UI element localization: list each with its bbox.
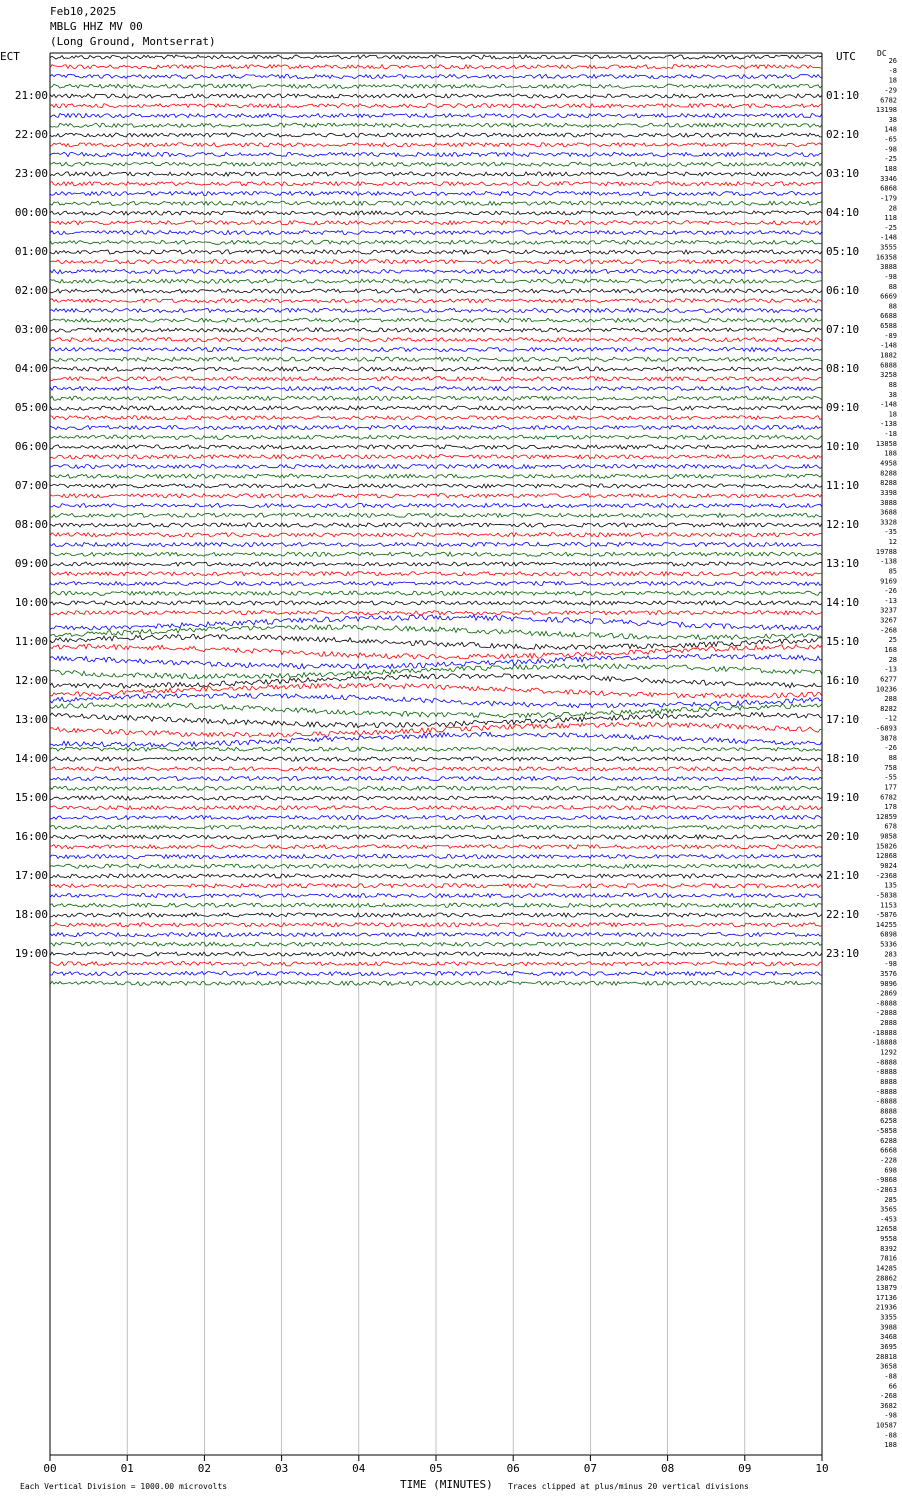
dc-offset-label: 6258: [880, 1117, 897, 1126]
dc-offset-label: 9858: [880, 832, 897, 841]
dc-offset-label: -268: [880, 626, 897, 635]
dc-offset-label: 28818: [875, 1352, 897, 1361]
right-hour-label: 06:10: [826, 284, 860, 297]
left-hour-label: 21:00: [14, 89, 48, 102]
dc-offset-label: 66: [888, 1382, 897, 1391]
dc-offset-label: 6898: [880, 930, 897, 939]
left-hour-label: 22:00: [14, 128, 48, 141]
dc-offset-label: 13198: [875, 106, 897, 115]
dc-offset-label: 758: [884, 763, 897, 772]
dc-offset-label: 177: [884, 783, 897, 792]
right-hour-label: 22:10: [826, 908, 860, 921]
dc-offset-label: -9868: [875, 1176, 897, 1185]
dc-offset-label: 8282: [880, 704, 897, 713]
dc-offset-label: -179: [880, 194, 897, 203]
dc-offset-label: 6668: [880, 1146, 897, 1155]
dc-offset-label: 1153: [880, 901, 897, 910]
dc-offset-label: 16358: [875, 253, 897, 262]
left-hour-label: 07:00: [14, 479, 48, 492]
left-hour-label: 13:00: [14, 713, 48, 726]
dc-offset-label: 10587: [875, 1421, 897, 1430]
dc-offset-label: 21936: [875, 1303, 897, 1312]
right-hour-label: 20:10: [826, 830, 860, 843]
dc-offset-label: 8392: [880, 1244, 897, 1253]
dc-offset-label: 188: [884, 1441, 897, 1450]
dc-offset-label: -25: [884, 223, 897, 232]
dc-offset-label: 188: [884, 449, 897, 458]
right-hour-label: 23:10: [826, 947, 860, 960]
dc-offset-label: 3468: [880, 1333, 897, 1342]
dc-offset-label: 6669: [880, 292, 897, 301]
dc-offset-label: 28: [888, 655, 897, 664]
dc-offset-label: 12: [888, 538, 897, 547]
dc-offset-label: 28862: [875, 1274, 897, 1283]
dc-offset-label: -268: [880, 1392, 897, 1401]
dc-offset-label: 13879: [875, 1284, 897, 1293]
x-tick-label: 00: [43, 1462, 57, 1475]
dc-offset-label: 6688: [880, 312, 897, 321]
right-axis-label: UTC: [836, 50, 856, 63]
right-hour-label: 02:10: [826, 128, 860, 141]
dc-offset-label: -5858: [875, 1127, 897, 1136]
x-tick-label: 04: [352, 1462, 366, 1475]
dc-offset-label: 6868: [880, 184, 897, 193]
chart-station: MBLG HHZ MV 00: [50, 20, 143, 33]
right-hour-label: 16:10: [826, 674, 860, 687]
dc-offset-label: -98: [884, 1411, 897, 1420]
dc-offset-label: 3888: [880, 498, 897, 507]
dc-offset-label: 12859: [875, 812, 897, 821]
right-hour-label: 21:10: [826, 869, 860, 882]
dc-offset-label: 12868: [875, 852, 897, 861]
left-hour-label: 06:00: [14, 440, 48, 453]
dc-offset-label: -138: [880, 557, 897, 566]
dc-offset-label: -29: [884, 86, 897, 95]
dc-offset-label: 17136: [875, 1293, 897, 1302]
dc-offset-label: 25: [888, 636, 897, 645]
clip-note: Traces clipped at plus/minus 20 vertical divisions: [508, 1482, 749, 1491]
dc-offset-label: -138: [880, 420, 897, 429]
dc-offset-label: -18: [884, 430, 897, 439]
dc-offset-label: 3888: [880, 263, 897, 272]
right-hour-label: 19:10: [826, 791, 860, 804]
right-hour-label: 14:10: [826, 596, 860, 609]
dc-offset-label: -453: [880, 1215, 897, 1224]
dc-offset-label: 26: [888, 57, 897, 65]
dc-offset-label: 13858: [875, 439, 897, 448]
x-tick-label: 02: [197, 1462, 212, 1475]
dc-offset-label: 6888: [880, 361, 897, 370]
dc-offset-label: 3328: [880, 518, 897, 527]
dc-offset-label: 28: [888, 204, 897, 213]
dc-offset-label: 3565: [880, 1205, 897, 1214]
dc-offset-label: -89: [884, 331, 897, 340]
x-axis-title: TIME (MINUTES): [400, 1478, 493, 1491]
right-hour-label: 13:10: [826, 557, 860, 570]
dc-offset-label: 698: [884, 1166, 897, 1175]
dc-offset-label: 135: [884, 881, 897, 890]
x-tick-label: 05: [429, 1462, 443, 1475]
dc-offset-label: 6782: [880, 96, 897, 105]
dc-offset-label: -2863: [875, 1185, 897, 1194]
dc-offset-label: -2368: [875, 871, 897, 880]
dc-offset-label: 88: [888, 302, 897, 311]
dc-offset-label: 14255: [875, 920, 897, 929]
dc-offset-label: 88: [888, 282, 897, 291]
dc-offset-label: -18888: [871, 1038, 897, 1047]
dc-offset-label: 8888: [880, 1107, 897, 1116]
dc-offset-label: 3658: [880, 1362, 897, 1371]
x-tick-label: 07: [583, 1462, 598, 1475]
right-hour-label: 10:10: [826, 440, 860, 453]
dc-offset-label: 4958: [880, 459, 897, 468]
left-hour-label: 11:00: [14, 635, 48, 648]
dc-offset-label: -148: [880, 400, 897, 409]
dc-offset-label: -8: [888, 66, 897, 75]
dc-offset-label: 88: [888, 754, 897, 762]
left-hour-label: 15:00: [14, 791, 48, 804]
right-hour-label: 04:10: [826, 206, 860, 219]
dc-offset-label: 3258: [880, 371, 897, 380]
left-hour-label: 17:00: [14, 869, 48, 882]
dc-offset-label: 3555: [880, 243, 897, 252]
dc-offset-label: 5336: [880, 940, 897, 949]
dc-offset-label: 85: [888, 567, 897, 576]
dc-offset-label: 38: [888, 115, 897, 124]
dc-offset-label: 9896: [880, 979, 897, 988]
left-hour-label: 19:00: [14, 947, 48, 960]
dc-offset-label: -13: [884, 596, 897, 605]
dc-offset-label: 678: [884, 822, 897, 831]
dc-offset-label: 14285: [875, 1264, 897, 1273]
left-hour-label: 04:00: [14, 362, 48, 375]
scale-note: Each Vertical Division = 1000.00 microvolts: [20, 1482, 228, 1491]
dc-offset-label: 1882: [880, 351, 897, 360]
dc-offset-label: 148: [884, 125, 897, 134]
right-hour-label: 11:10: [826, 479, 860, 492]
dc-offset-label: 15826: [875, 842, 897, 851]
dc-offset-label: -98: [884, 145, 897, 154]
dc-offset-label: 9558: [880, 1235, 897, 1244]
dc-offset-label: 288: [884, 695, 897, 704]
dc-offset-label: 9824: [880, 861, 897, 870]
dc-offset-label: 3878: [880, 734, 897, 743]
dc-offset-label: 2888: [880, 1019, 897, 1028]
dc-corner-label: DC: [877, 49, 887, 58]
dc-offset-label: -8888: [875, 999, 897, 1008]
dc-offset-label: 19788: [875, 547, 897, 556]
left-hour-label: 16:00: [14, 830, 48, 843]
dc-offset-label: 3695: [880, 1343, 897, 1352]
left-hour-label: 05:00: [14, 401, 48, 414]
dc-offset-label: -55: [884, 773, 897, 782]
dc-offset-label: 7816: [880, 1254, 897, 1263]
right-hour-label: 07:10: [826, 323, 860, 336]
dc-offset-label: 2869: [880, 989, 897, 998]
dc-offset-label: 88: [888, 380, 897, 389]
left-hour-label: 02:00: [14, 284, 48, 297]
dc-offset-label: 178: [884, 803, 897, 812]
x-tick-label: 09: [738, 1462, 752, 1475]
dc-offset-label: 18: [888, 410, 897, 419]
left-hour-label: 12:00: [14, 674, 48, 687]
right-hour-label: 08:10: [826, 362, 860, 375]
dc-offset-label: 3988: [880, 1323, 897, 1332]
dc-offset-label: -5876: [875, 911, 897, 920]
dc-offset-label: -88: [884, 1372, 897, 1381]
left-hour-label: 08:00: [14, 518, 48, 531]
dc-offset-label: 168: [884, 646, 897, 655]
right-hour-label: 15:10: [826, 635, 860, 648]
dc-offset-label: -8888: [875, 1068, 897, 1077]
right-hour-label: 18:10: [826, 752, 860, 765]
dc-offset-label: -88: [884, 1431, 897, 1440]
right-hour-label: 05:10: [826, 245, 860, 258]
dc-offset-label: 18: [888, 76, 897, 85]
dc-offset-label: 188: [884, 164, 897, 173]
x-tick-label: 08: [660, 1462, 675, 1475]
dc-offset-label: -12: [884, 714, 897, 723]
left-hour-label: 10:00: [14, 596, 48, 609]
dc-offset-label: -228: [880, 1156, 897, 1165]
dc-offset-label: -13: [884, 665, 897, 674]
dc-offset-label: 283: [884, 950, 897, 959]
dc-offset-label: 3688: [880, 508, 897, 517]
dc-offset-label: 10236: [875, 685, 897, 694]
dc-offset-label: -26: [884, 744, 897, 753]
dc-offset-label: -8888: [875, 1058, 897, 1067]
right-hour-label: 17:10: [826, 713, 860, 726]
chart-date: Feb10,2025: [50, 5, 117, 18]
dc-offset-label: -5838: [875, 891, 897, 900]
dc-offset-label: 6277: [880, 675, 897, 684]
left-hour-label: 01:00: [14, 245, 48, 258]
x-tick-label: 06: [506, 1462, 520, 1475]
dc-offset-label: -35: [884, 528, 897, 537]
left-axis-label: ECT: [0, 50, 20, 63]
chart-location: (Long Ground, Montserrat): [50, 35, 216, 48]
left-hour-label: 18:00: [14, 908, 48, 921]
dc-offset-label: 6288: [880, 1136, 897, 1145]
dc-offset-label: -98: [884, 960, 897, 969]
dc-offset-label: 8888: [880, 1077, 897, 1086]
dc-offset-label: 6588: [880, 322, 897, 331]
right-hour-label: 09:10: [826, 401, 860, 414]
dc-offset-label: -8888: [875, 1087, 897, 1096]
right-hour-label: 03:10: [826, 167, 860, 180]
dc-offset-label: 285: [884, 1195, 897, 1204]
dc-offset-label: -26: [884, 587, 897, 596]
dc-offset-label: 3398: [880, 488, 897, 497]
dc-offset-label: 6782: [880, 793, 897, 802]
dc-offset-label: 3237: [880, 606, 897, 615]
dc-offset-label: 3576: [880, 969, 897, 978]
dc-offset-label: -8888: [875, 1097, 897, 1106]
dc-offset-label: -98: [884, 272, 897, 281]
dc-offset-label: 1292: [880, 1048, 897, 1057]
left-hour-label: 03:00: [14, 323, 48, 336]
left-hour-label: 09:00: [14, 557, 48, 570]
right-hour-label: 12:10: [826, 518, 860, 531]
dc-offset-label: 38: [888, 390, 897, 399]
dc-offset-label: -18888: [871, 1028, 897, 1037]
x-tick-label: 03: [274, 1462, 289, 1475]
x-tick-label: 01: [120, 1462, 134, 1475]
dc-offset-label: -2888: [875, 1009, 897, 1018]
dc-offset-label: 12658: [875, 1225, 897, 1234]
dc-offset-label: 8288: [880, 479, 897, 488]
left-hour-label: 14:00: [14, 752, 48, 765]
dc-offset-label: 8288: [880, 469, 897, 478]
dc-offset-label: -65: [884, 135, 897, 144]
dc-offset-label: -6893: [875, 724, 897, 733]
left-hour-label: 23:00: [14, 167, 48, 180]
dc-offset-label: 118: [884, 214, 897, 223]
dc-offset-label: -148: [880, 233, 897, 242]
dc-offset-label: -148: [880, 341, 897, 350]
dc-offset-label: 9169: [880, 577, 897, 586]
dc-offset-label: 3682: [880, 1401, 897, 1410]
dc-offset-label: 3267: [880, 616, 897, 625]
dc-offset-label: -25: [884, 155, 897, 164]
dc-offset-label: 3346: [880, 174, 897, 183]
left-hour-label: 00:00: [14, 206, 48, 219]
right-hour-label: 01:10: [826, 89, 860, 102]
x-tick-label: 10: [815, 1462, 829, 1475]
dc-offset-label: 3355: [880, 1313, 897, 1322]
